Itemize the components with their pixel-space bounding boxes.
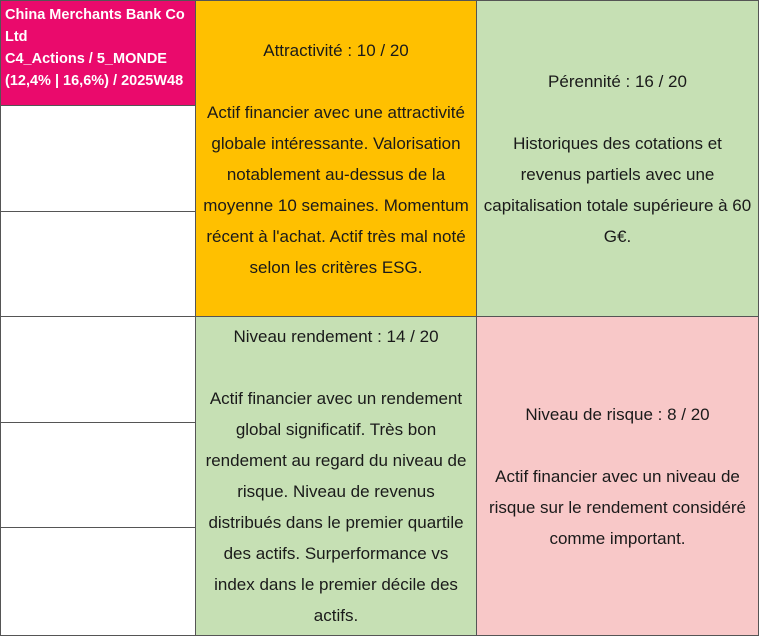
asset-performance: (12,4% | 16,6%) / 2025W48: [5, 73, 184, 89]
rendement-description: Actif financier avec un rendement global significatif. Très bon rendement au regard du niveau de risque. Niveau de revenus distribués dans le premier quartile des actifs. Surperformance vs index dans le premier décile des actifs.: [205, 389, 467, 625]
asset-category: C4_Actions / 5_MONDE: [5, 51, 167, 67]
empty-cell-1: [0, 105, 196, 212]
asset-header: [0, 0, 196, 106]
attractivite-title: Attractivité : 10 / 20: [263, 40, 409, 60]
asset-name-line2: Ltd: [5, 29, 28, 45]
risque-title: Niveau de risque : 8 / 20: [525, 404, 710, 424]
empty-cell-3: [0, 316, 196, 423]
attractivite-panel: [195, 0, 477, 317]
risque-panel: [476, 316, 759, 636]
rendement-title: Niveau rendement : 14 / 20: [233, 327, 439, 346]
empty-cell-4: [0, 422, 196, 528]
perennite-panel: [476, 0, 759, 317]
perennite-description: Historiques des cotations et revenus partiels avec une capitalisation totale supérieure à 60 G€.: [483, 133, 752, 246]
attractivite-description: Actif financier avec une attractivité globale intéressante. Valorisation notablement au-dessus de la moyenne 10 semaines. Momentum récent à l'achat. Actif très mal noté selon les critères ESG.: [203, 102, 469, 277]
asset-name-line1: China Merchants Bank Co: [5, 7, 185, 23]
perennite-title: Pérennité : 16 / 20: [548, 71, 687, 91]
rendement-panel: [195, 316, 477, 636]
empty-cell-5: [0, 527, 196, 636]
empty-cell-2: [0, 211, 196, 317]
risque-description: Actif financier avec un niveau de risque sur le rendement considéré comme important.: [488, 466, 747, 548]
